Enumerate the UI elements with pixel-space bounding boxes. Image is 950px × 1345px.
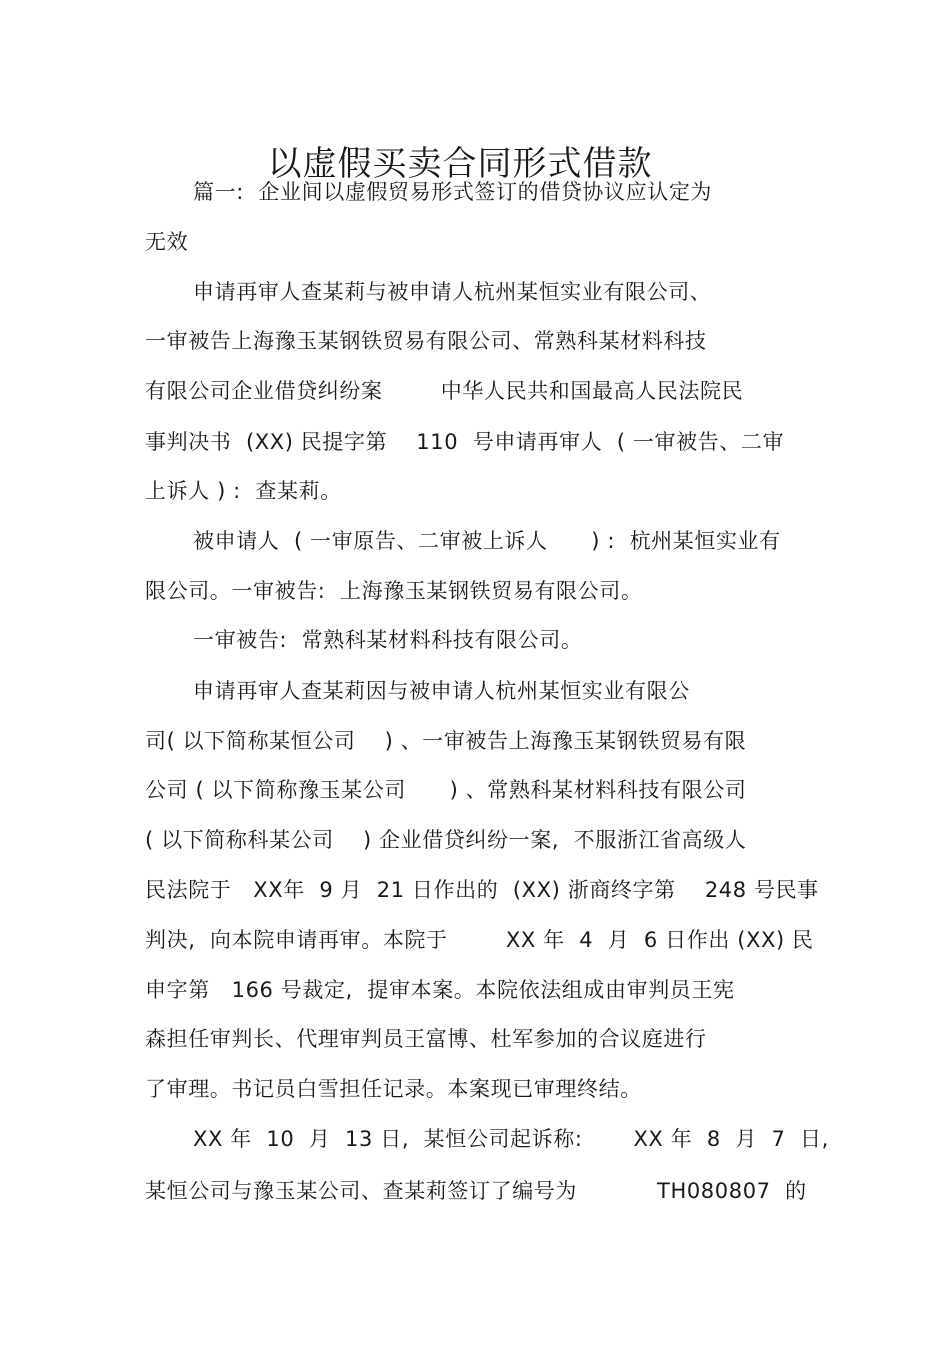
text-line: ( 以下简称科某公司 ) 企业借贷纠纷一案, 不服浙江省高级人 xyxy=(145,828,747,852)
text-line: 申请再审人查某莉与被申请人杭州某恒实业有限公司、 xyxy=(193,280,712,304)
text-line: 上诉人 ) : 查某莉。 xyxy=(145,479,342,503)
text-line: 司( 以下简称某恒公司 ) 、一审被告上海豫玉某钢铁贸易有限 xyxy=(145,729,747,753)
text-line: 森担任审判长、代理审判员王富博、杜军参加的合议庭进行 xyxy=(145,1027,707,1051)
text-line: 事判决书 (XX) 民提字第 110 号申请再审人 ( 一审被告、二审 xyxy=(145,430,785,454)
text-line: 某恒公司与豫玉某公司、查某莉签订了编号为 TH080807 的 xyxy=(145,1179,807,1203)
text-line: 一审被告上海豫玉某钢铁贸易有限公司、常熟科某材料科技 xyxy=(145,329,707,353)
text-line: 篇一: 企业间以虚假贸易形式签订的借贷协议应认定为 xyxy=(193,180,713,204)
text-line: XX 年 10 月 13 日, 某恒公司起诉称: XX 年 8 月 7 日, xyxy=(193,1127,829,1151)
text-line: 了审理。书记员白雪担任记录。本案现已审理终结。 xyxy=(145,1077,642,1101)
text-line: 判决, 向本院申请再审。本院于 XX 年 4 月 6 日作出 (XX) 民 xyxy=(145,928,814,952)
text-line: 申字第 166 号裁定, 提审本案。本院依法组成由审判员王宪 xyxy=(145,978,735,1002)
text-line: 公司 ( 以下简称豫玉某公司 ) 、常熟科某材料科技有限公司 xyxy=(145,778,747,802)
text-line: 被申请人 ( 一审原告、二审被上诉人 ) : 杭州某恒实业有 xyxy=(193,529,781,553)
text-line: 无效 xyxy=(145,230,189,254)
text-line: 申请再审人查某莉因与被申请人杭州某恒实业有限公 xyxy=(193,679,690,703)
text-line: 民法院于 XX年 9 月 21 日作出的 (XX) 浙商终字第 248 号民事 xyxy=(145,878,819,902)
document-title: 以虚假买卖合同形式借款 xyxy=(267,143,653,184)
text-line: 一审被告: 常熟科某材料科技有限公司。 xyxy=(193,628,583,652)
text-line: 限公司。一审被告: 上海豫玉某钢铁贸易有限公司。 xyxy=(145,579,643,603)
text-line: 有限公司企业借贷纠纷案 中华人民共和国最高人民法院民 xyxy=(145,379,744,403)
